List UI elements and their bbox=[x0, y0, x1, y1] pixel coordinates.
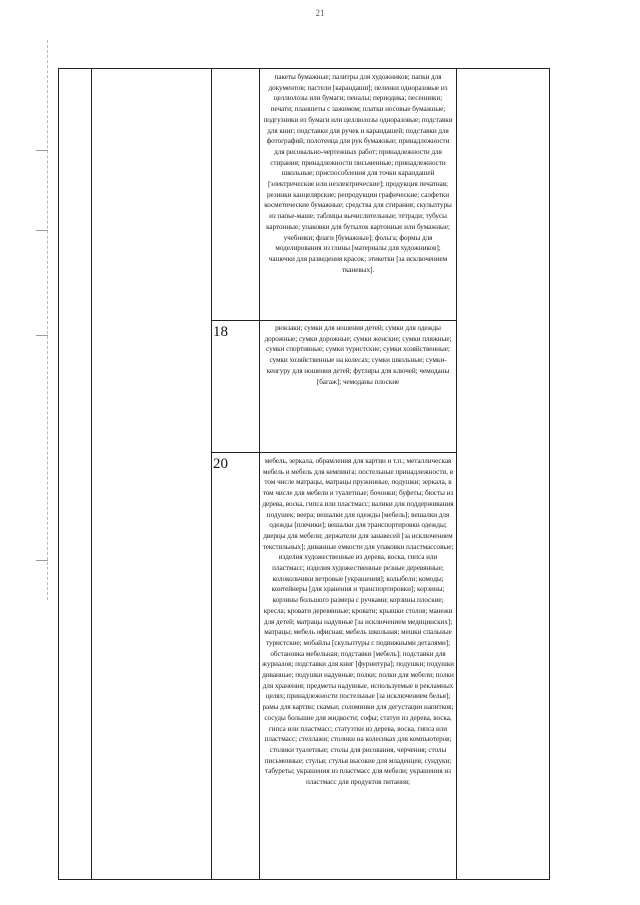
row-divider bbox=[211, 452, 456, 453]
column-divider bbox=[211, 69, 212, 879]
goods-list-row-1: пакеты бумажные; палитры для художников; папки для документов; пастели [карандаши]; пеленки одноразовые из целлюлозы или бумаги; пеналы; периодика; песенники; печати; планшеты с зажимом; платки носовые бумажные; подгузники из бумаги или целлюлозы одноразовые; подставки для книг; подставки для ручек и карандашей; подставки для фотографий; полотенца для рук бумажные; принадлежности для рисовально-чертежных работ; принадлежности для стирания; принадлежности письменные; принадлежности школьные; приспособления для точки карандашей [электрические или неэлектрические]; продукция печатная; резинки канцелярские; репродукции графические; салфетки косметические бумажные; средства для стирания; скульптуры из папье-маше; таблицы вычислительные; тетради; тубусы картонные; упаковки для бутылок картонные или бумажные; учебники; флаги [бумажные]; фольга; формы для моделирования из глины [материалы для художников]; чашечки для разведения красок; этикетки [за исключением тканевых]. bbox=[263, 73, 453, 274]
binding-margin-line bbox=[47, 40, 48, 600]
column-divider bbox=[456, 69, 457, 879]
column-divider bbox=[259, 69, 260, 879]
page-number: 21 bbox=[315, 8, 325, 18]
goods-services-table bbox=[58, 68, 550, 880]
binding-mark bbox=[36, 560, 48, 561]
column-divider bbox=[91, 69, 92, 879]
binding-mark bbox=[36, 150, 48, 151]
class-number-18: 18 bbox=[213, 324, 228, 340]
binding-mark bbox=[36, 335, 48, 336]
class-number-20: 20 bbox=[213, 456, 228, 472]
goods-list-class-18: рюкзаки; сумки для ношения детей; сумки для одежды дорожные; сумки дорожные; сумки женские; сумки пляжные; сумки спортивные; сумки туристские; сумки хозяйственные; сумки хозяйственные на колесах; сумки школьные; сумки-кенгуру для ношения детей; футляры для ключей; чемоданы [багаж]; чемоданы плоские bbox=[264, 324, 452, 386]
row-divider bbox=[211, 320, 456, 321]
binding-mark bbox=[36, 230, 48, 231]
goods-list-class-20: мебель, зеркала, обрамления для картин и т.п.; металлическая мебель и мебель для кемпинга; постельные принадлежности, в том числе матрацы, матрацы пружинные, подушки; зеркала, в том числе для мебели и туалетные; бочонки; буфеты; бюсты из дерева, воска, гипса или пластмасс; валики для поддерживания подушек; веера; вешалки для одежды [мебель]; вешалки для одежды [плечики]; вешалки для транспортировки одежды; дверцы для мебели; держатели для занавесей [за исключением текстильных]; диванные емкости для упаковки пластмассовые; изделия художественные из дерева, воска, гипса или пластмасс; изделия художественные резные деревянные; колокольчики ветровые [украшения]; колыбели; комоды; контейнеры [для хранения и транспортировки]; корзины; корзины большого размера с ручками; корзины плоские; кресла; кровати деревянные; кровати; крышки столов; манежи для детей; матрацы надувные [за исключением медицинских]; матрацы; мебель офисная; мебель школьная; мешки спальные туристские; мобайлы [скульптуры с подвижными деталями]; обстановка мебельная; подставки [мебель]; подставки для журналов; подставки для книг [фурнитура]; подушки; подушки диванные; подушки надувные; полки; полки для мебели; полки для хранения; предметы надувные, используемые в рекламных целях; принадлежности постельные [за исключением белья]; рамы для картин; скамьи; соломинки для дегустации напитков; сосуды большие для жидкости; софы; статуи из дерева, воска, гипса или пластмасс; статуэтки из дерева, воска, гипса или пластмасс; стеллажи; столики на колесиках для компьютеров; столики туалетные; столы для рисования, черчения; столы письменные; стулья; стулья высокие для младенцев; сундуки; табуреты; украшения из пластмасс для мебели; украшения из пластмасс для продуктов питания; bbox=[262, 457, 454, 787]
